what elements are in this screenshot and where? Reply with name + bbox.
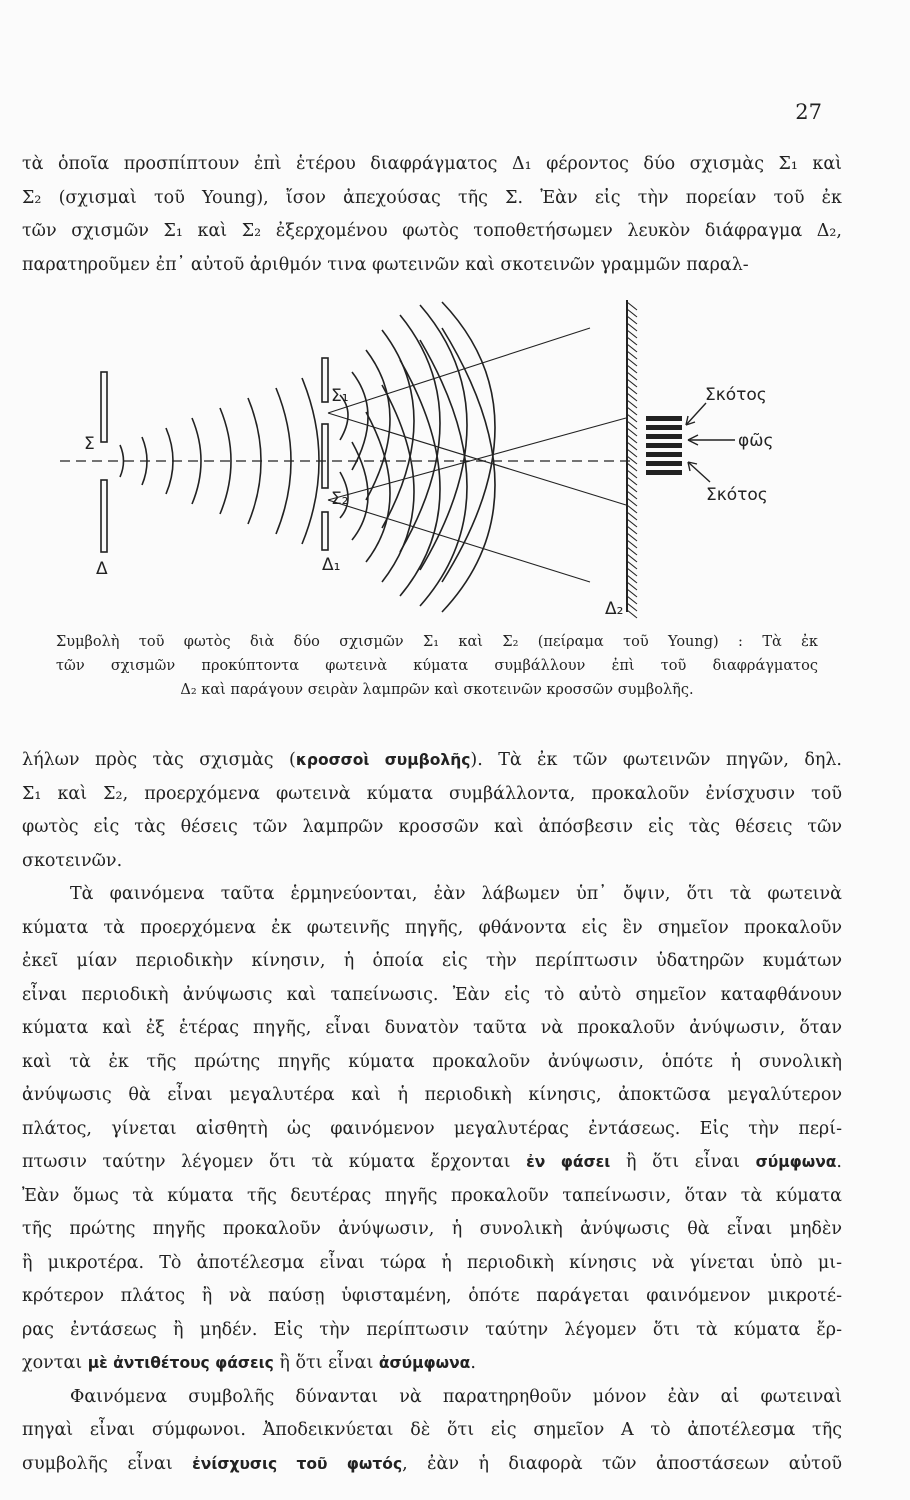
hatch-line bbox=[627, 547, 637, 555]
hatch-line bbox=[627, 379, 637, 387]
wavefronts-from-sigma1 bbox=[340, 302, 495, 582]
term-opposite-phases: μὲ ἀντιθέτους φάσεις bbox=[87, 1354, 274, 1372]
hatch-line bbox=[627, 603, 637, 611]
hatch-line bbox=[627, 582, 637, 590]
caption-line: Δ₂ καὶ παράγουν σειρὰν λαμπρῶν καὶ σκοτεινῶν κροσσῶν συμβολῆς. bbox=[180, 682, 694, 698]
hatch-line bbox=[627, 414, 637, 422]
hatch-line bbox=[627, 463, 637, 471]
text-line: χονται μὲ ἀντιθέτους φάσεις ἢ ὅτι εἶναι ἀσύμφωνα. bbox=[22, 1353, 476, 1373]
text-line: παρατηροῦμεν ἐπ᾽ αὐτοῦ ἀριθμόν τινα φωτεινῶν καὶ σκοτεινῶν γραμμῶν παραλ- bbox=[22, 254, 749, 275]
text-line: εἶναι περιοδικὴ ἀνύψωσις καὶ ταπείνωσις. Ἐὰν εἰς τὸ αὐτὸ σημεῖον καταφθάνουν bbox=[22, 984, 842, 1005]
hatch-line bbox=[627, 498, 637, 506]
label-sigma1: Σ₁ bbox=[331, 386, 349, 406]
text-line: συμβολῆς εἶναι ἐνίσχυσις τοῦ φωτός, ἐὰν ἡ διαφορὰ τῶν ἀποστάσεων αὐτοῦ bbox=[22, 1453, 843, 1474]
hatch-line bbox=[627, 435, 637, 443]
label-sigma: Σ bbox=[84, 434, 95, 454]
hatch-line bbox=[627, 596, 637, 604]
text-line: κρότερον πλάτος ἢ νὰ παύσῃ ὑφισταμένη, ὁπότε παράγεται φαινόμενον μικροτέ- bbox=[22, 1286, 842, 1306]
diaphragm-delta-lower bbox=[101, 480, 107, 552]
text-line: τῆς πρώτης πηγῆς προκαλοῦν ἀνύψωσιν, ἡ συνολικὴ ἀνύψωσις θὰ εἶναι μηδὲν bbox=[22, 1219, 842, 1239]
text-line: ἀνύψωσις θὰ εἶναι μεγαλυτέρα καὶ ἡ περιοδικὴ κίνησις, ἀποκτῶσα μεγαλύτερον bbox=[22, 1085, 842, 1105]
hatch-line bbox=[627, 442, 637, 450]
hatch-line bbox=[627, 554, 637, 562]
text-line: πλάτος, γίνεται αἰσθητὴ ὡς φαινόμενον μεγαλυτέρας ἐντάσεως. Εἰς τὴν περί- bbox=[22, 1118, 842, 1139]
hatch-line bbox=[627, 540, 637, 548]
text-line: φωτὸς εἰς τὰς θέσεις τῶν λαμπρῶν κροσσῶν καὶ ἀπόσβεσιν εἰς τὰς θέσεις τῶν bbox=[22, 817, 842, 837]
term-reinforcement: ἐνίσχυσις τοῦ φωτός bbox=[192, 1454, 403, 1473]
label-delta1: Δ₁ bbox=[322, 555, 341, 575]
hatch-line bbox=[627, 365, 637, 373]
label-dark-top: Σκότος bbox=[705, 385, 767, 405]
caption-line: Συμβολὴ τοῦ φωτὸς διὰ δύο σχισμῶν Σ₁ καὶ Σ₂ (πείραμα τοῦ Young) : Τὰ ἐκ bbox=[56, 634, 818, 650]
hatch-line bbox=[627, 428, 637, 436]
text-line: Ἐὰν ὅμως τὰ κύματα τῆς δευτέρας πηγῆς προκαλοῦν ταπείνωσιν, ὅταν τὰ κύματα bbox=[22, 1185, 842, 1206]
hatch-line bbox=[627, 512, 637, 520]
hatch-line bbox=[627, 519, 637, 527]
label-delta: Δ bbox=[96, 559, 108, 579]
hatch-line bbox=[627, 484, 637, 492]
hatch-line bbox=[627, 316, 637, 324]
text-line: κύματα τὰ προερχόμενα ἐκ φωτεινῆς πηγῆς, φθάνοντα εἰς ἓν σημεῖον προκαλοῦν bbox=[22, 917, 842, 938]
hatch-line bbox=[627, 526, 637, 534]
ray-upper bbox=[328, 328, 590, 413]
hatch-line bbox=[627, 561, 637, 569]
hatch-line bbox=[627, 491, 637, 499]
screen-hatching bbox=[627, 302, 637, 618]
diaphragm-delta1-bottom bbox=[322, 512, 328, 550]
hatch-line bbox=[627, 470, 637, 478]
label-sigma2: Σ₂ bbox=[331, 489, 349, 509]
hatch-line bbox=[627, 351, 637, 359]
hatch-line bbox=[627, 400, 637, 408]
label-dark-bottom: Σκότος bbox=[706, 485, 768, 505]
hatch-line bbox=[627, 393, 637, 401]
diaphragm-delta-upper bbox=[101, 372, 107, 442]
page-number: 27 bbox=[795, 100, 822, 124]
diaphragm-delta1-top bbox=[322, 358, 328, 402]
hatch-line bbox=[627, 477, 637, 485]
hatch-line bbox=[627, 533, 637, 541]
text-line: ἐκεῖ μίαν περιοδικὴν κίνησιν, ἡ ὁποία εἰς τὴν περίπτωσιν ὑδατηρῶν κυμάτων bbox=[22, 951, 842, 971]
text-line: Τὰ φαινόμενα ταῦτα ἑρμηνεύονται, ἐὰν λάβωμεν ὑπ᾽ ὄψιν, ὅτι τὰ φωτεινὰ bbox=[70, 884, 842, 904]
hatch-line bbox=[627, 575, 637, 583]
term-coherent: σύμφωνα bbox=[755, 1153, 837, 1171]
term-incoherent: ἀσύμφωνα bbox=[378, 1354, 471, 1372]
hatch-line bbox=[627, 589, 637, 597]
hatch-line bbox=[627, 386, 637, 394]
text-line: τὰ ὁποῖα προσπίπτουν ἐπὶ ἑτέρου διαφράγματος Δ₁ φέροντος δύο σχισμὰς Σ₁ καὶ bbox=[22, 154, 842, 174]
hatch-line bbox=[627, 610, 637, 618]
term-in-phase: ἐν φάσει bbox=[526, 1153, 611, 1171]
paragraph-main bbox=[22, 744, 842, 1481]
hatch-line bbox=[627, 309, 637, 317]
hatch-line bbox=[627, 337, 637, 345]
text-line: πτωσιν ταύτην λέγομεν ὅτι τὰ κύματα ἔρχονται ἐν φάσει ἢ ὅτι εἶναι σύμφωνα. bbox=[22, 1152, 842, 1172]
hatch-line bbox=[627, 330, 637, 338]
ray-cross-b bbox=[328, 418, 626, 500]
text-line: ρας ἐντάσεως ἢ μηδέν. Εἰς τὴν περίπτωσιν ταύτην λέγομεν ὅτι τὰ κύματα ἔρ- bbox=[22, 1319, 842, 1340]
text-line: τῶν σχισμῶν Σ₁ καὶ Σ₂ ἐξερχομένου φωτὸς τοποθετήσωμεν λευκὸν διάφραγμα Δ₂, bbox=[22, 221, 842, 241]
text-line: ἢ μικροτέρα. Τὸ ἀποτέλεσμα εἶναι τώρα ἡ περιοδικὴ κίνησις νὰ γίνεται ὑπὸ μι- bbox=[22, 1252, 842, 1273]
text-line: κύματα καὶ ἐξ ἑτέρας πηγῆς, εἶναι δυνατὸν ταῦτα νὰ προκαλοῦν ἀνύψωσιν, ὅταν bbox=[22, 1018, 842, 1038]
ray-lower bbox=[328, 500, 590, 582]
term-fringes: κροσσοὶ συμβολῆς bbox=[295, 751, 471, 769]
caption-line: τῶν σχισμῶν προκύπτοντα φωτεινὰ κύματα συμβάλλουν ἐπὶ τοῦ διαφράγματος bbox=[56, 658, 818, 674]
diaphragm-delta1-middle bbox=[322, 424, 328, 488]
label-light: φῶς bbox=[738, 431, 774, 451]
hatch-line bbox=[627, 568, 637, 576]
hatch-line bbox=[627, 505, 637, 513]
wavefronts-from-sigma2 bbox=[340, 328, 495, 612]
hatch-line bbox=[627, 449, 637, 457]
interference-fringes bbox=[646, 416, 682, 475]
text-line: σκοτεινῶν. bbox=[22, 850, 123, 871]
hatch-line bbox=[627, 302, 637, 310]
hatch-line bbox=[627, 407, 637, 415]
label-arrows bbox=[686, 403, 735, 482]
text-line: πηγαὶ εἶναι σύμφωνοι. Ἀποδεικνύεται δὲ ὅτι εἰς σημεῖον Α τὸ ἀποτέλεσμα τῆς bbox=[22, 1420, 842, 1440]
young-double-slit-figure bbox=[0, 0, 910, 630]
text-line: καὶ τὰ ἐκ τῆς πρώτης πηγῆς κύματα προκαλοῦν ἀνύψωσιν, ὁπότε ἡ συνολικὴ bbox=[22, 1051, 842, 1072]
hatch-line bbox=[627, 372, 637, 380]
figure-caption bbox=[56, 630, 818, 702]
hatch-line bbox=[627, 358, 637, 366]
text-line: Φαινόμενα συμβολῆς δύνανται νὰ παρατηρηθοῦν μόνον ἐὰν αἱ φωτειναὶ bbox=[70, 1386, 842, 1407]
hatch-line bbox=[627, 421, 637, 429]
text-line: Σ₁ καὶ Σ₂, προερχόμενα φωτεινὰ κύματα συμβάλλοντα, προκαλοῦν ἐνίσχυσιν τοῦ bbox=[22, 783, 842, 804]
label-delta2: Δ₂ bbox=[605, 599, 624, 619]
hatch-line bbox=[627, 344, 637, 352]
text-line: Σ₂ (σχισμαὶ τοῦ Young), ἴσον ἀπεχούσας τῆς Σ. Ἐὰν εἰς τὴν πορείαν τοῦ ἐκ bbox=[22, 187, 842, 208]
hatch-line bbox=[627, 323, 637, 331]
text-line: λήλων πρὸς τὰς σχισμὰς (κροσσοὶ συμβολῆς). Τὰ ἐκ τῶν φωτεινῶν πηγῶν, δηλ. bbox=[22, 750, 842, 770]
hatch-line bbox=[627, 456, 637, 464]
